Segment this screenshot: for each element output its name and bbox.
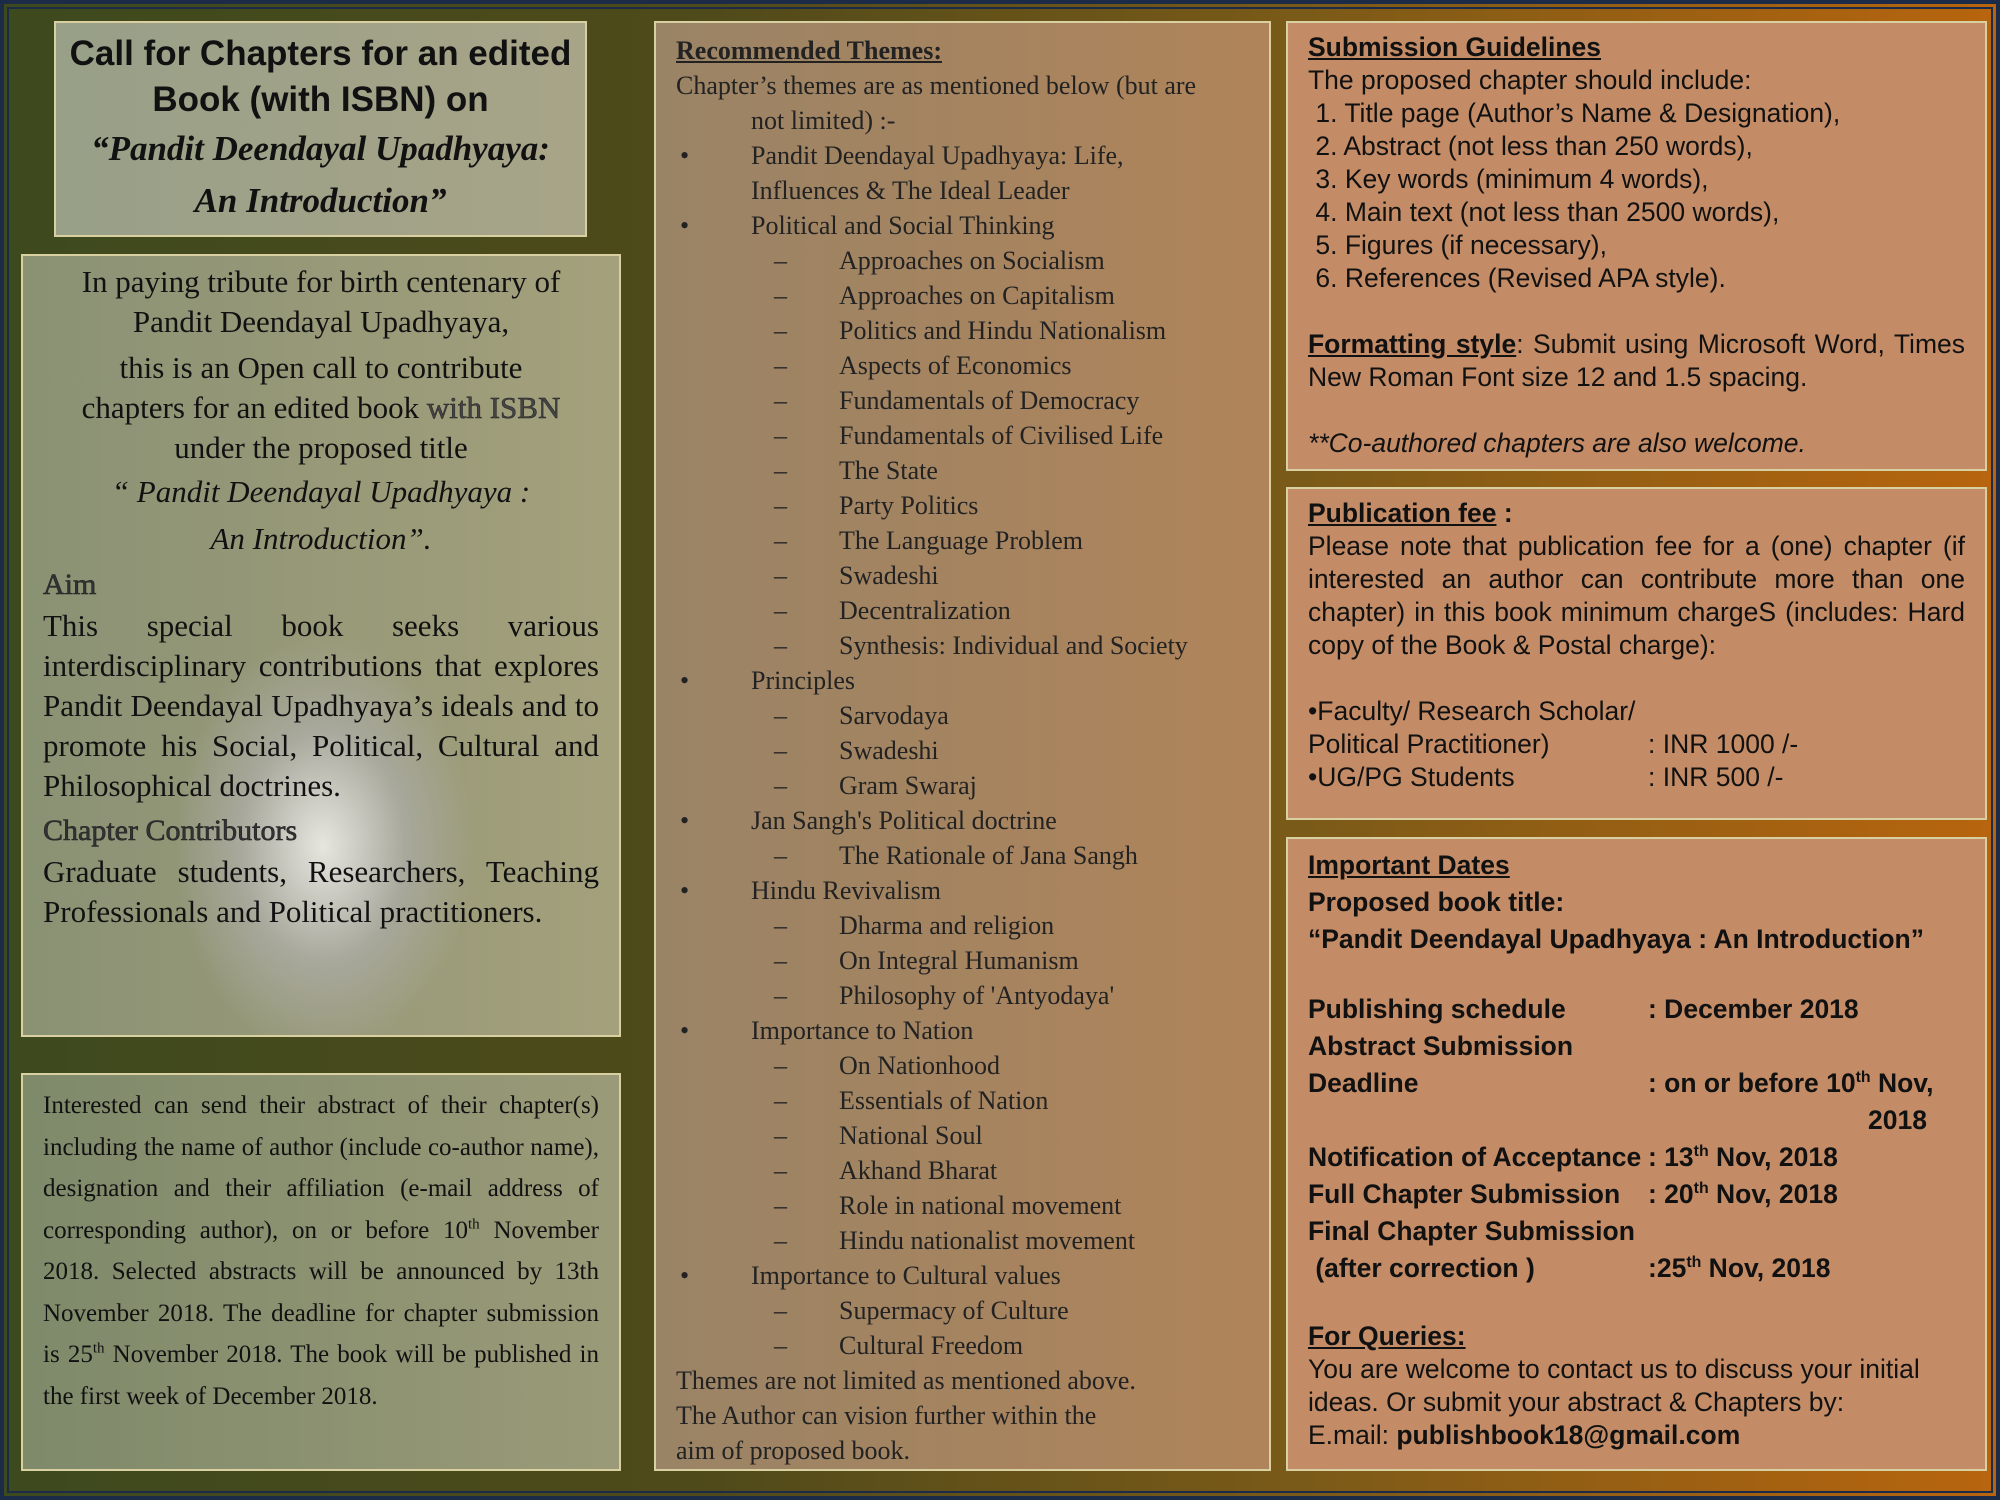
- date-row: [1308, 1065, 1965, 1102]
- bullet-icon: •: [680, 1261, 690, 1290]
- important-dates-box: [1286, 837, 1987, 1471]
- formatting-heading: Formatting style: [1308, 329, 1517, 359]
- dash-icon: –: [774, 316, 787, 345]
- superscript: th: [92, 1340, 105, 1357]
- theme-item: [676, 138, 1249, 173]
- theme-subitem: [676, 733, 1249, 768]
- bullet-icon: •: [680, 876, 690, 905]
- theme-label: Principles: [751, 666, 855, 695]
- queries-heading: For Queries:: [1308, 1321, 1466, 1351]
- subtheme-label: Swadeshi: [839, 561, 939, 590]
- subtheme-label: National Soul: [839, 1121, 983, 1150]
- theme-subitem: [676, 453, 1249, 488]
- theme-item: [676, 1013, 1249, 1048]
- coauthor-note: **Co-authored chapters are also welcome.: [1308, 428, 1806, 458]
- subtheme-label: Supermacy of Culture: [839, 1296, 1069, 1325]
- dash-icon: –: [774, 981, 787, 1010]
- bullet-icon: •: [680, 1016, 690, 1045]
- dash-icon: –: [774, 1296, 787, 1325]
- theme-label: Jan Sangh's Political doctrine: [751, 806, 1057, 835]
- bullet-icon: •: [680, 211, 690, 240]
- title-line: Call for Chapters for an edited: [69, 34, 572, 73]
- subtheme-label: Fundamentals of Democracy: [839, 386, 1140, 415]
- submission-guidelines-box: [1286, 21, 1987, 471]
- theme-subitem: [676, 1118, 1249, 1153]
- theme-label: Pandit Deendayal Upadhyaya: Life,: [751, 141, 1124, 170]
- theme-subitem: [676, 978, 1249, 1013]
- theme-subitem: [676, 1083, 1249, 1118]
- date-value-text: Nov, 2018: [1708, 1179, 1838, 1209]
- date-value: [1648, 1065, 1933, 1102]
- info-text: Interested can send their abstract of their chapter(s) including the name of author (include co-author name), designation and their affiliation (e-mail address of corresponding author), on or before 10: [43, 1092, 599, 1244]
- date-label: Final Chapter Submission: [1308, 1216, 1635, 1246]
- email-label: E.mail:: [1308, 1420, 1397, 1450]
- subtheme-label: Cultural Freedom: [839, 1331, 1024, 1360]
- subtheme-label: On Integral Humanism: [839, 946, 1079, 975]
- date-value-text: : December 2018: [1648, 994, 1859, 1024]
- submission-list: [1308, 97, 1965, 295]
- theme-subitem: [676, 1153, 1249, 1188]
- dash-icon: –: [774, 771, 787, 800]
- date-value-cont: 2018: [1868, 1105, 1927, 1135]
- book-title-label: Proposed book title:: [1308, 887, 1565, 917]
- submission-item: 3. Key words (minimum 4 words),: [1308, 164, 1709, 194]
- fee-row: [1308, 761, 1965, 794]
- subtheme-label: On Nationhood: [839, 1051, 1001, 1080]
- title-box: [54, 21, 587, 237]
- fee-category: Political Practitioner): [1308, 729, 1550, 759]
- subtheme-label: Party Politics: [839, 491, 979, 520]
- theme-subitem: [676, 278, 1249, 313]
- theme-subitem: [676, 488, 1249, 523]
- contributors-heading: Chapter Contributors: [43, 814, 298, 847]
- subtheme-label: Hindu nationalist movement: [839, 1226, 1136, 1255]
- subtheme-label: Essentials of Nation: [839, 1086, 1049, 1115]
- formatting-text: : Submit using Microsoft Word, Times New Roman Font size 12 and 1.5 spacing.: [1308, 329, 1966, 392]
- themes-intro: Chapter’s themes are as mentioned below (but are: [676, 71, 1197, 100]
- subtheme-label: Decentralization: [839, 596, 1011, 625]
- email-link[interactable]: publishbook18@gmail.com: [1396, 1420, 1741, 1450]
- date-value-text: Nov,: [1870, 1068, 1934, 1098]
- subtheme-label: Approaches on Socialism: [839, 246, 1105, 275]
- submission-item: 5. Figures (if necessary),: [1308, 230, 1607, 260]
- fee-row: [1308, 728, 1965, 761]
- fee-category: •Faculty/ Research Scholar/: [1308, 696, 1636, 726]
- theme-subitem: [676, 908, 1249, 943]
- theme-subitem: [676, 698, 1249, 733]
- bullet-icon: •: [680, 806, 690, 835]
- tribute-text-part: chapters for an edited book: [81, 390, 427, 425]
- aim-text: This special book seeks various interdisciplinary contributions that explores Pandit Deendayal Upadhyaya’s ideals and to promote his Social, Political, Cultural and Philosophical doctrines.: [43, 608, 599, 803]
- date-row: [1308, 991, 1965, 1028]
- date-label: Deadline: [1308, 1068, 1419, 1098]
- date-value: [1648, 1176, 1838, 1213]
- publication-fee-box: [1286, 487, 1987, 820]
- subtheme-label: Sarvodaya: [839, 701, 949, 730]
- theme-subitem: [676, 523, 1249, 558]
- dash-icon: –: [774, 561, 787, 590]
- theme-subitem: [676, 558, 1249, 593]
- theme-subitem: [676, 838, 1249, 873]
- proposed-title: An Introduction”.: [210, 521, 432, 556]
- tribute-text: under the proposed title: [174, 430, 468, 465]
- submission-item: 4. Main text (not less than 2500 words),: [1308, 197, 1780, 227]
- fee-row: [1308, 695, 1965, 728]
- date-value-text: Nov, 2018: [1701, 1253, 1831, 1283]
- fee-heading-colon: :: [1496, 498, 1513, 528]
- theme-subitem: [676, 1328, 1249, 1363]
- subtheme-label: The Rationale of Jana Sangh: [839, 841, 1138, 870]
- theme-item: [676, 1258, 1249, 1293]
- theme-subitem: [676, 243, 1249, 278]
- dash-icon: –: [774, 246, 787, 275]
- submission-item: 6. References (Revised APA style).: [1308, 263, 1726, 293]
- theme-item: [676, 873, 1249, 908]
- subtheme-label: Akhand Bharat: [839, 1156, 998, 1185]
- theme-subitem: [676, 1188, 1249, 1223]
- contributors-text: Graduate students, Researchers, Teaching Professionals and Political practitioners.: [43, 854, 599, 929]
- dash-icon: –: [774, 491, 787, 520]
- dash-icon: –: [774, 1226, 787, 1255]
- submission-info-box: [21, 1073, 621, 1471]
- dash-icon: –: [774, 421, 787, 450]
- date-row: [1308, 1250, 1965, 1287]
- theme-subitem: [676, 313, 1249, 348]
- queries-text: You are welcome to contact us to discuss your initial ideas. Or submit your abstract & Chapters by:: [1308, 1354, 1920, 1417]
- superscript: th: [468, 1216, 480, 1233]
- formatting-style: [1308, 328, 1965, 394]
- theme-subitem: [676, 1223, 1249, 1258]
- subtheme-label: Role in national movement: [839, 1191, 1122, 1220]
- subtheme-label: Philosophy of 'Antyodaya': [839, 981, 1115, 1010]
- themes-outro: aim of proposed book.: [676, 1436, 910, 1465]
- book-title-value: “Pandit Deendayal Upadhyaya : An Introduction”: [1308, 924, 1924, 954]
- date-value-text: : on or before 10: [1648, 1068, 1856, 1098]
- info-text: November 2018. The book will be published in the first week of December 2018.: [43, 1341, 599, 1410]
- date-value-text: :25: [1648, 1253, 1687, 1283]
- bullet-icon: •: [680, 666, 690, 695]
- subtheme-label: The Language Problem: [839, 526, 1084, 555]
- themes-heading: Recommended Themes:: [676, 36, 942, 65]
- date-label: Notification of Acceptance: [1308, 1142, 1642, 1172]
- theme-subitem: [676, 628, 1249, 663]
- theme-subitem: [676, 418, 1249, 453]
- date-value: [1648, 1250, 1830, 1287]
- book-title: “Pandit Deendayal Upadhyaya:: [91, 129, 550, 168]
- dash-icon: –: [774, 1331, 787, 1360]
- subtheme-label: Aspects of Economics: [839, 351, 1072, 380]
- proposed-title: “ Pandit Deendayal Upadhyaya :: [111, 474, 531, 509]
- themes-outro: The Author can vision further within the: [676, 1401, 1097, 1430]
- subtheme-label: Fundamentals of Civilised Life: [839, 421, 1164, 450]
- date-label: Publishing schedule: [1308, 994, 1566, 1024]
- subtheme-label: Dharma and religion: [839, 911, 1055, 940]
- dash-icon: –: [774, 736, 787, 765]
- dash-icon: –: [774, 596, 787, 625]
- theme-subitem: [676, 348, 1249, 383]
- date-row: [1308, 1176, 1965, 1213]
- subtheme-label: Synthesis: Individual and Society: [839, 631, 1188, 660]
- fee-amount: : INR 500 /-: [1648, 762, 1784, 792]
- info-text: November 2018. Selected abstracts will be announced by 13th November 2018. The deadline for chapter submission is 25: [43, 1216, 599, 1368]
- dash-icon: –: [774, 386, 787, 415]
- email-line: [1308, 1419, 1965, 1452]
- isbn-highlight: with ISBN: [426, 390, 561, 425]
- fee-category: •UG/PG Students: [1308, 762, 1515, 792]
- subtheme-label: Politics and Hindu Nationalism: [839, 316, 1167, 345]
- date-list: [1308, 991, 1965, 1287]
- theme-subitem: [676, 593, 1249, 628]
- theme-item: [676, 803, 1249, 838]
- theme-subitem: [676, 383, 1249, 418]
- theme-label: Political and Social Thinking: [751, 211, 1055, 240]
- subtheme-label: The State: [839, 456, 938, 485]
- dash-icon: –: [774, 1051, 787, 1080]
- dash-icon: –: [774, 281, 787, 310]
- aim-heading: Aim: [43, 568, 97, 601]
- date-label: (after correction ): [1308, 1253, 1535, 1283]
- date-value-text: : 20: [1648, 1179, 1694, 1209]
- subtheme-label: Gram Swaraj: [839, 771, 977, 800]
- fee-heading: Publication fee: [1308, 498, 1497, 528]
- submission-item: 1. Title page (Author’s Name & Designation),: [1308, 98, 1841, 128]
- theme-item: [676, 663, 1249, 698]
- dates-heading: Important Dates: [1308, 850, 1510, 880]
- submission-intro: The proposed chapter should include:: [1308, 65, 1752, 95]
- themes-outro: Themes are not limited as mentioned above.: [676, 1366, 1136, 1395]
- themes-box: [654, 21, 1271, 1471]
- dash-icon: –: [774, 1086, 787, 1115]
- dash-icon: –: [774, 841, 787, 870]
- theme-subitem: [676, 768, 1249, 803]
- subtheme-label: Approaches on Capitalism: [839, 281, 1115, 310]
- bullet-icon: •: [680, 141, 690, 170]
- dash-icon: –: [774, 1121, 787, 1150]
- superscript: th: [1855, 1069, 1871, 1087]
- theme-label: Importance to Cultural values: [751, 1261, 1061, 1290]
- book-title: An Introduction”: [194, 181, 447, 220]
- title-line: Book (with ISBN) on: [152, 80, 489, 119]
- superscript: th: [1693, 1180, 1709, 1198]
- subtheme-label: Swadeshi: [839, 736, 939, 765]
- dash-icon: –: [774, 1191, 787, 1220]
- superscript: th: [1686, 1254, 1702, 1272]
- date-row: [1308, 1139, 1965, 1176]
- dash-icon: –: [774, 456, 787, 485]
- dash-icon: –: [774, 946, 787, 975]
- date-value: [1648, 991, 1859, 1028]
- submission-heading: Submission Guidelines: [1308, 32, 1602, 62]
- theme-item: [676, 208, 1249, 243]
- date-label: Abstract Submission: [1308, 1031, 1574, 1061]
- theme-label: Hindu Revivalism: [751, 876, 941, 905]
- dash-icon: –: [774, 631, 787, 660]
- theme-list: [676, 138, 1249, 1363]
- theme-subitem: [676, 1293, 1249, 1328]
- theme-subitem: [676, 1048, 1249, 1083]
- fee-text: Please note that publication fee for a (one) chapter (if interested an author can contribute more than one chapter) in this book minimum chargeS (includes: Hard copy of the Book & Postal charge):: [1308, 531, 1965, 660]
- tribute-box: [21, 254, 621, 1037]
- tribute-text: In paying tribute for birth centenary of: [81, 264, 561, 299]
- theme-label: Importance to Nation: [751, 1016, 974, 1045]
- submission-item: 2. Abstract (not less than 250 words),: [1308, 131, 1753, 161]
- tribute-text: this is an Open call to contribute: [119, 350, 523, 385]
- date-row: [1308, 1028, 1965, 1065]
- fee-amount: : INR 1000 /-: [1648, 729, 1799, 759]
- date-value: [1648, 1139, 1838, 1176]
- superscript: th: [1693, 1143, 1709, 1161]
- tribute-text: Pandit Deendayal Upadhyaya,: [132, 304, 510, 339]
- date-row: [1308, 1213, 1965, 1250]
- theme-label-cont: Influences & The Ideal Leader: [751, 176, 1070, 205]
- dash-icon: –: [774, 911, 787, 940]
- date-label: Full Chapter Submission: [1308, 1179, 1621, 1209]
- dash-icon: –: [774, 1156, 787, 1185]
- dash-icon: –: [774, 526, 787, 555]
- dash-icon: –: [774, 701, 787, 730]
- date-value-text: : 13: [1648, 1142, 1694, 1172]
- tribute-text: [43, 388, 599, 428]
- dash-icon: –: [774, 351, 787, 380]
- theme-subitem: [676, 943, 1249, 978]
- date-value-text: Nov, 2018: [1708, 1142, 1838, 1172]
- themes-intro: not limited) :-: [751, 106, 896, 135]
